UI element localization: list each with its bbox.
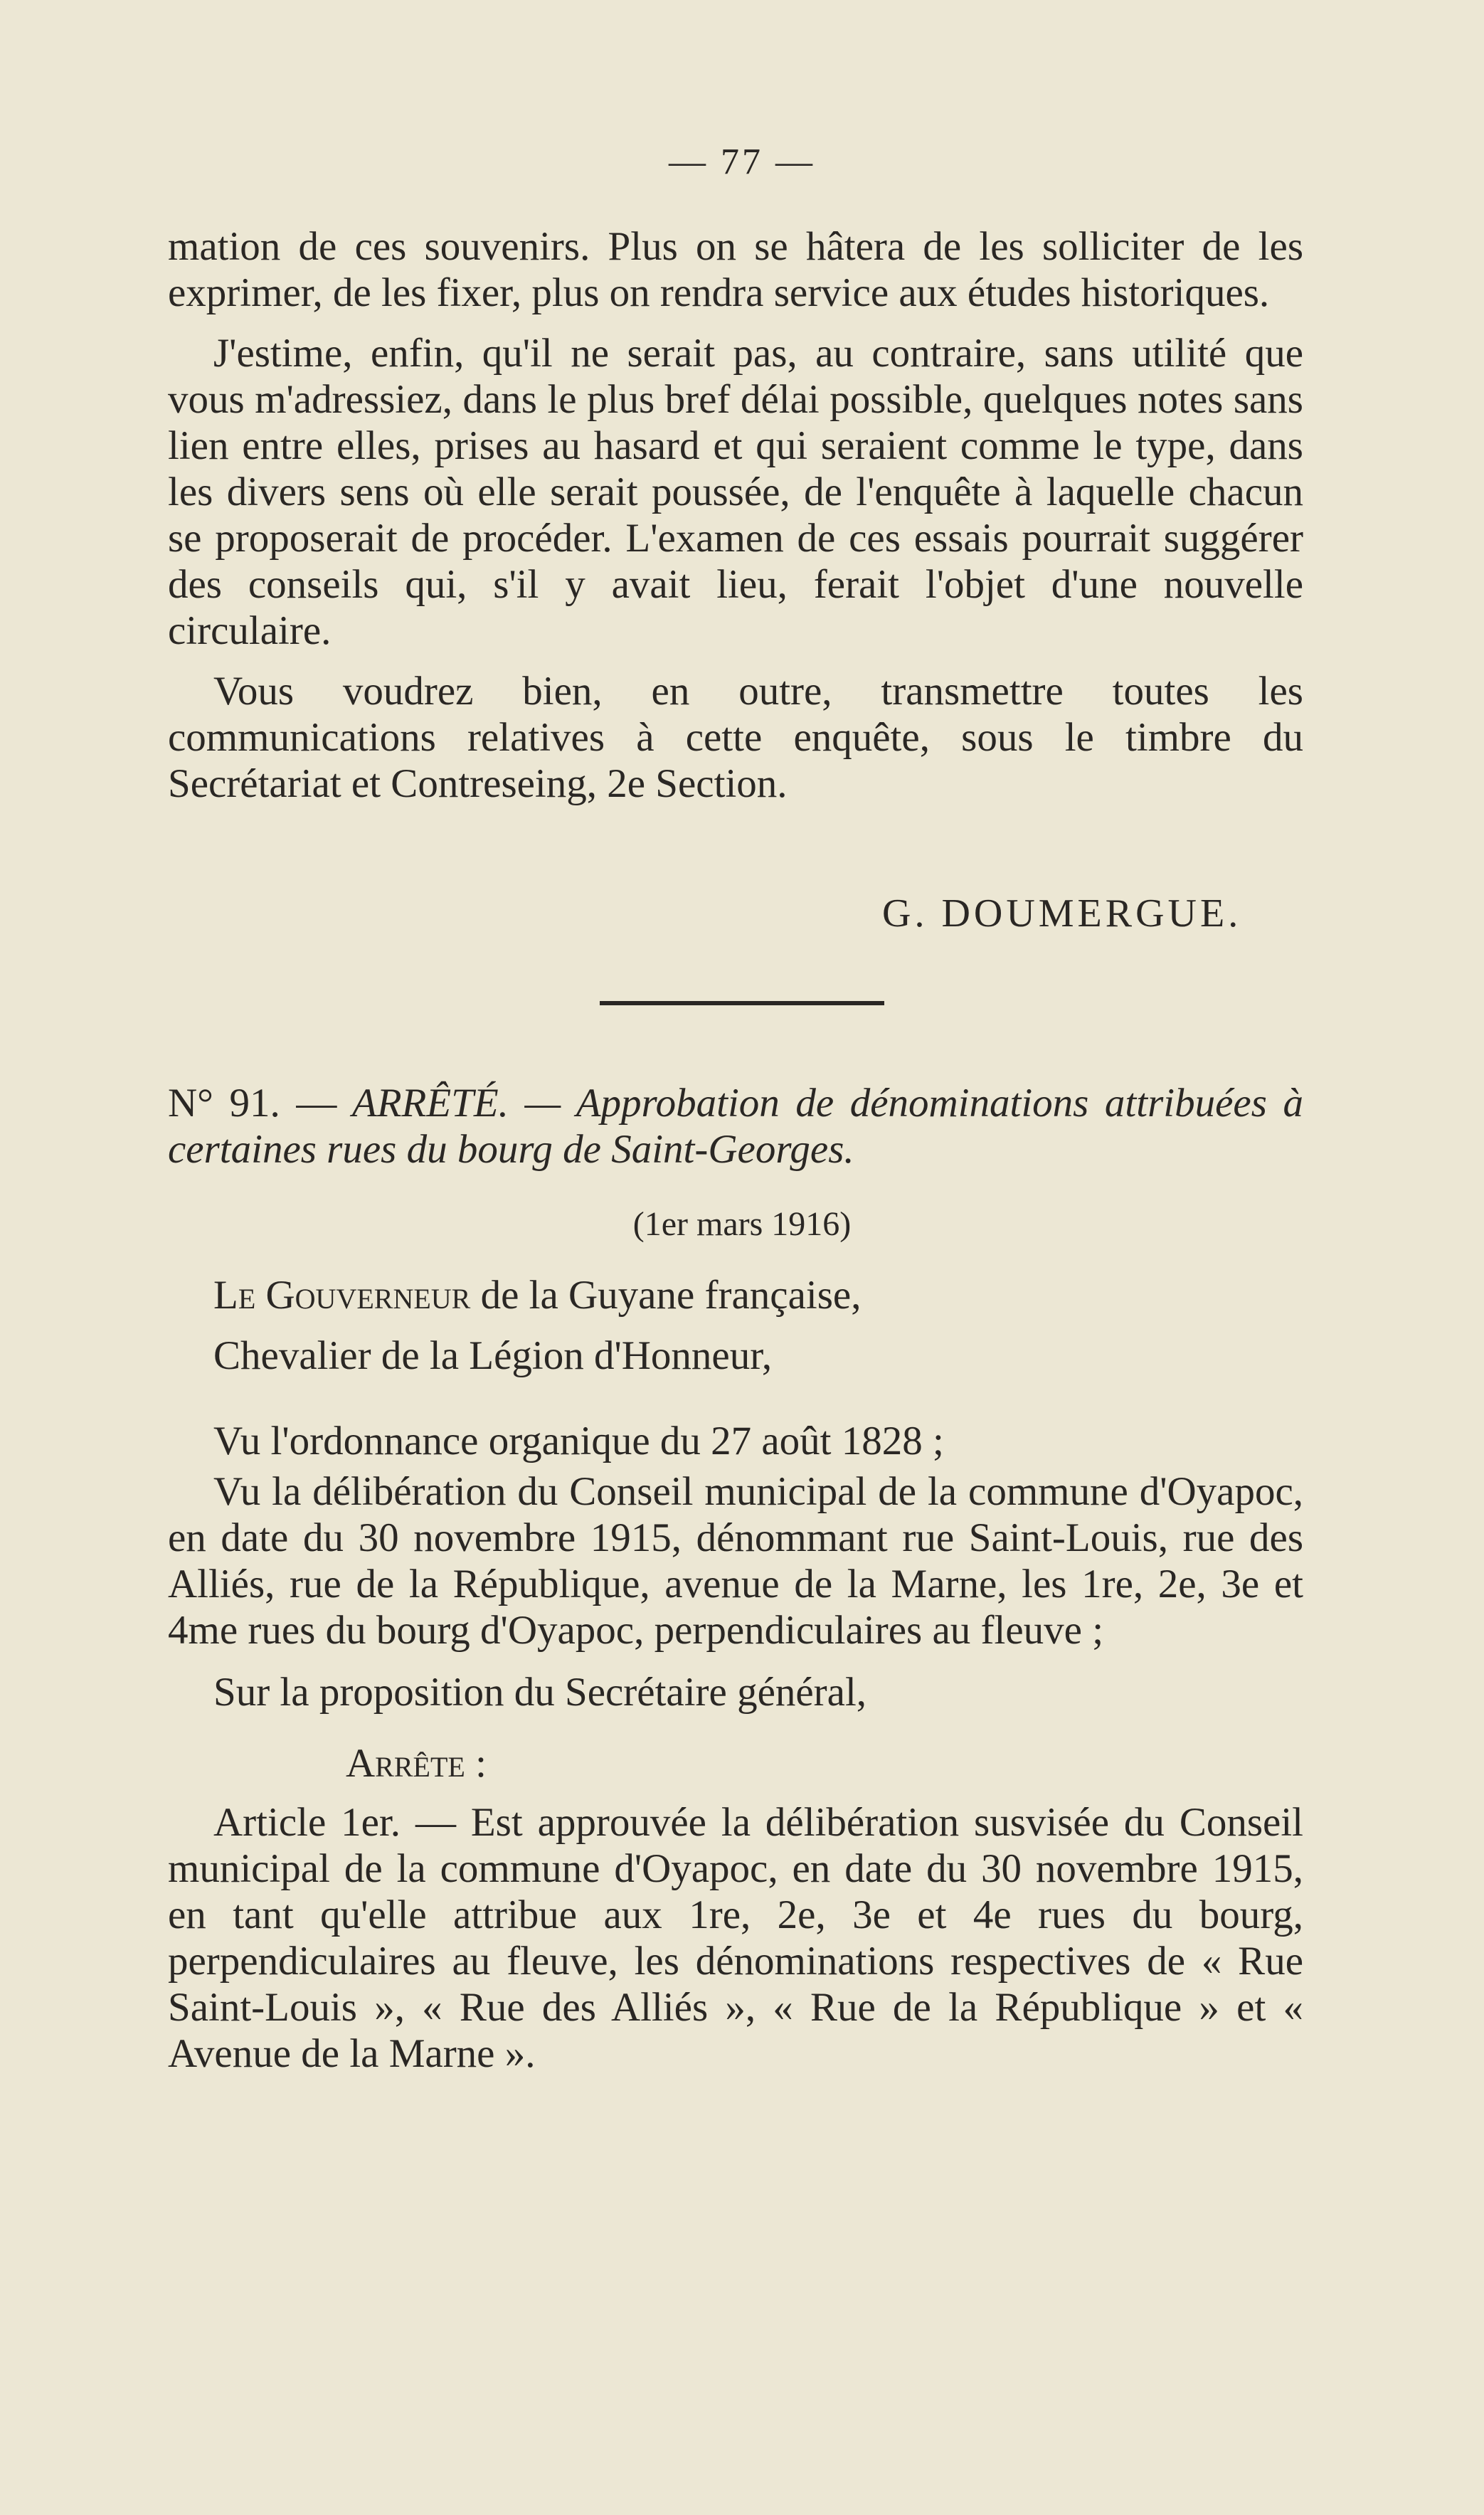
sur-proposition: Sur la proposition du Secrétaire général, — [213, 1670, 867, 1715]
date-day: 1er — [644, 1205, 688, 1243]
section-divider — [600, 1001, 884, 1005]
arrete-body — [168, 1272, 1303, 2077]
date-rest: mars 1916) — [687, 1205, 852, 1243]
arrete-number: N° 91. — — [168, 1081, 337, 1126]
arrete-title-line — [168, 1080, 1303, 1172]
arrete-label: Arrête : — [346, 1741, 487, 1786]
page-number: — 77 — — [669, 142, 815, 182]
paragraph-estime: J'estime, enfin, qu'il ne serait pas, au contraire, sans utilité que vous m'adressiez, dans le plus bref délai possible, quelques notes sans lien entre elles, prises au hasard et qui seraient comme le type, dans les divers sens où elle serait poussée, de l'enquête à laquelle chacun se proposerait de procéder. L'examen de ces essais pourrait suggérer des conseils qui, s'il y avait lieu, ferait l'objet d'une nouvelle circulaire. — [168, 331, 1303, 653]
arrete-title: ARRÊTÉ. — Approbation de dénominations attribuées à certaines rues du bourg de Saint-Georges. — [168, 1081, 1303, 1172]
chevalier-line: Chevalier de la Légion d'Honneur, — [213, 1333, 773, 1378]
vu-deliberation: Vu la délibération du Conseil municipal de la commune d'Oyapoc, en date du 30 novembre 1915, dénommant rue Saint-Louis, rue des Alliés, rue de la République, avenue de la Marne, les 1re, 2e, 3e et 4me rues du bourg d'Oyapoc, perpendiculaires au fleuve ; — [168, 1469, 1303, 1653]
signature: G. DOUMERGUE. — [882, 891, 1242, 936]
gouverneur-rest: de la Guyane française, — [470, 1273, 862, 1318]
gouverneur-title: Le Gouverneur — [213, 1273, 471, 1318]
top-text-block — [168, 223, 1303, 807]
arrete-heading — [168, 1080, 1303, 1172]
article-1: Article 1er. — Est approuvée la délibération susvisée du Conseil municipal de la commune d'Oyapoc, en date du 30 novembre 1915, en tant qu'elle attribue aux 1re, 2e, 3e et 4e rues du bourg, perpendiculaires au fleuve, les dénominations respectives de « Rue Saint-Louis », « Rue des Alliés », « Rue de la République » et « Avenue de la Marne ». — [168, 1800, 1303, 2076]
gouverneur-line — [168, 1272, 1303, 1318]
paragraph-continuation: mation de ces souvenirs. Plus on se hâtera de les solliciter de les exprimer, de les fixer, plus on rendra service aux études historiques. — [168, 224, 1303, 315]
arrete-date: (1er mars 1916) — [632, 1205, 852, 1243]
paragraph-transmettre: Vous voudrez bien, en outre, transmettre toutes les communications relatives à cette enquête, sous le timbre du Secrétariat et Contreseing, 2e Section. — [168, 669, 1303, 806]
vu-ordonnance: Vu l'ordonnance organique du 27 août 1828 ; — [213, 1419, 944, 1463]
